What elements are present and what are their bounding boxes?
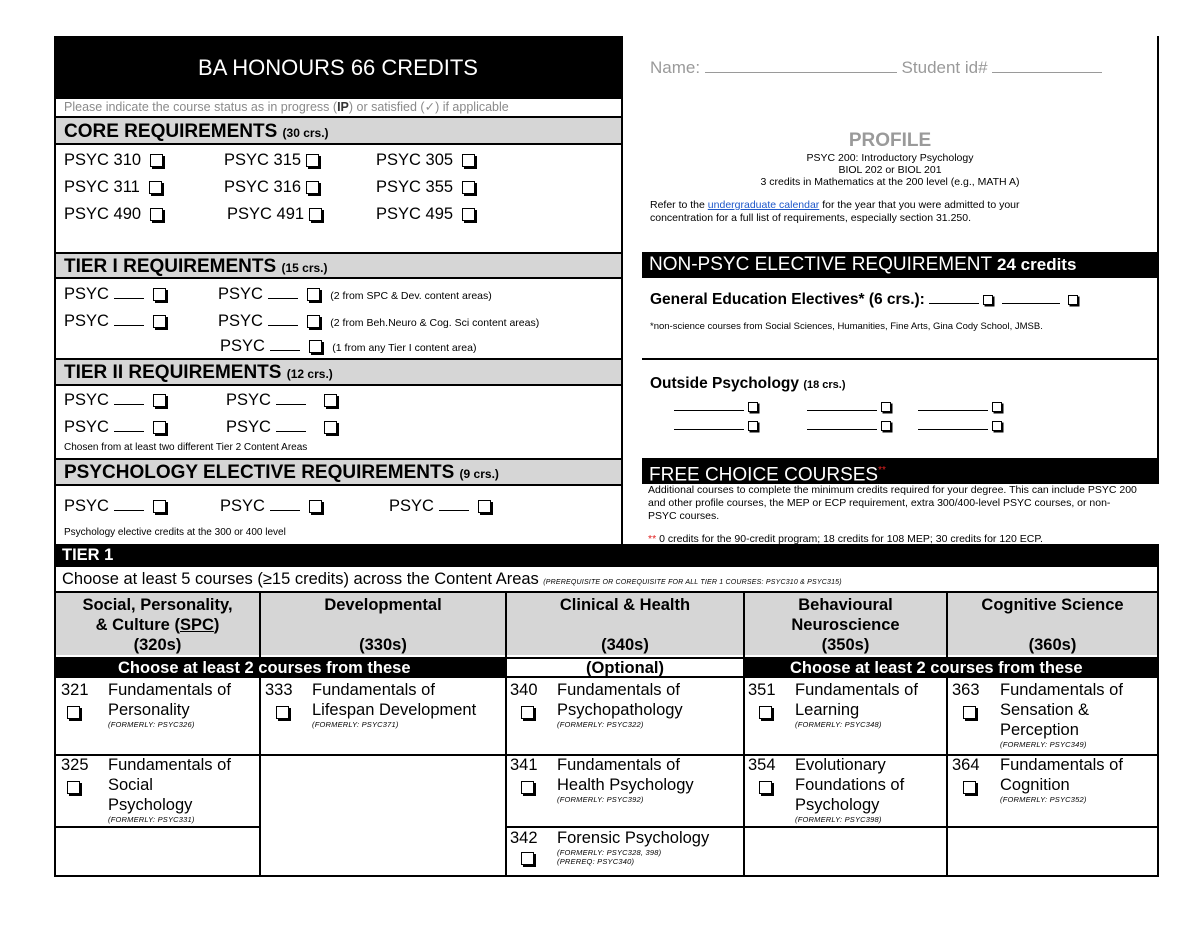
course-title: Perception [1000,721,1079,739]
gen-ed-blank[interactable] [1002,303,1060,304]
psyc-label: PSYC [220,337,265,355]
outside-blank[interactable] [674,410,744,411]
checkbox[interactable] [307,288,320,301]
tier1-req-credits: (15 crs.) [281,261,328,275]
checkbox[interactable] [153,315,166,328]
core-course: PSYC 355 [376,178,454,196]
course-title: Psychology [795,796,880,814]
profile-box [623,128,1157,244]
course-blank[interactable] [270,350,300,351]
gen-ed-credits: (6 crs.): [868,291,925,308]
checkbox[interactable] [150,208,163,221]
tier1-req-grid [56,277,621,358]
course-blank[interactable] [439,510,469,511]
student-id-field[interactable] [992,58,1102,73]
form-border-bottom [54,875,1159,877]
course-340 [510,680,741,729]
course-title: Fundamentals of [795,681,918,699]
psyc-label: PSYC [64,497,109,515]
checkbox[interactable] [983,295,993,305]
tier1-bar [54,544,1159,567]
course-333 [265,680,503,729]
course-formerly: (FORMERLY: PSYC326) [108,720,195,729]
checkbox[interactable] [881,402,891,412]
checkbox[interactable] [521,781,534,794]
col-header-neuro: Behavioural Neuroscience (350s) [791,596,900,654]
core-course: PSYC 495 [376,205,454,223]
outside-credits: (18 crs.) [803,379,846,391]
psyc-label: PSYC [218,312,263,330]
checkbox[interactable] [276,706,289,719]
course-formerly: (FORMERLY: PSYC392) [557,795,644,804]
course-formerly: (FORMERLY: PSYC352) [1000,795,1087,804]
page-title: BA HONOURS 66 CREDITS [198,55,478,80]
checkbox[interactable] [324,421,337,434]
course-title: Fundamentals of [312,681,435,699]
name-label: Name: [650,58,701,77]
core-grid [56,143,621,244]
course-blank[interactable] [276,431,306,432]
course-blank[interactable] [276,404,306,405]
core-title: CORE REQUIREMENTS [64,121,278,142]
profile-refer-line2: concentration for a full list of requirements, especially section 31.250. [650,212,972,224]
nonpsyc-title: NON-PSYC ELECTIVE REQUIREMENT [649,254,992,275]
course-number: 351 [748,681,776,699]
course-number: 340 [510,681,538,699]
course-number: 363 [952,681,980,699]
psyc-label: PSYC [220,497,265,515]
free-choice-stars: ** [878,465,886,476]
tier1-req-header [56,252,621,277]
course-title: Fundamentals of [557,681,680,699]
nonpsyc-credits: 24 credits [997,255,1077,274]
optional-text: (Optional) [586,659,664,677]
profile-refer: for the year that you were admitted to your [822,199,1020,211]
footnote-stars: ** [648,533,657,544]
checkbox[interactable] [324,394,337,407]
form-border-right-top [1157,36,1159,254]
tier1-prereq: (PREREQUISITE OR COREQUISITE FOR ALL TIER 1 COURSES: PSYC310 & PSYC315) [543,579,842,586]
gen-ed-blank[interactable] [929,303,979,304]
core-course: PSYC 490 [64,205,142,223]
checkbox[interactable] [759,706,772,719]
course-title: Fundamentals of [108,756,231,774]
tier1-note: (1 from any Tier I content area) [332,342,477,354]
course-title: Sensation & [1000,701,1089,719]
outside-blank[interactable] [807,429,877,430]
course-title: Health Psychology [557,776,694,794]
tier2-req-credits: (12 crs.) [286,367,333,381]
course-number: 333 [265,681,293,699]
gen-ed-star: * [858,291,865,308]
student-id-label: Student id# [901,58,988,77]
row-divider [56,826,259,828]
course-title: Fundamentals of [557,756,680,774]
core-course: PSYC 315 [224,151,302,169]
course-number: 364 [952,756,980,774]
checkbox[interactable] [306,154,319,167]
course-blank[interactable] [270,510,300,511]
outside-blank[interactable] [918,429,988,430]
checkbox[interactable] [153,394,166,407]
course-title: Psychology [108,796,193,814]
checkbox[interactable] [307,315,320,328]
checkbox[interactable] [153,421,166,434]
checkbox[interactable] [462,181,475,194]
checkbox[interactable] [881,421,891,431]
core-header [56,116,621,143]
name-field[interactable] [705,58,897,73]
choose2-left-text: Choose at least 2 courses from these [118,659,411,677]
course-blank[interactable] [114,404,144,405]
core-course: PSYC 316 [224,178,302,196]
tier1-choose-text: Choose at least 5 courses (≥15 credits) across the Content Areas [62,570,539,588]
course-325 [61,755,257,824]
psyc-label: PSYC [64,418,109,436]
outside-blank[interactable] [918,410,988,411]
course-title: Forensic Psychology [557,829,710,847]
free-choice-header [642,458,1159,484]
undergraduate-calendar-link[interactable]: undergraduate calendar [707,199,820,211]
profile-refer: Refer to the [650,199,705,211]
core-course: PSYC 310 [64,151,142,169]
checkbox[interactable] [759,781,772,794]
course-number: 354 [748,756,776,774]
profile-line: PSYC 200: Introductory Psychology [806,152,974,164]
course-formerly: (FORMERLY: PSYC398) [795,815,882,824]
checkbox[interactable] [748,402,758,412]
course-363 [952,680,1155,749]
course-formerly: (FORMERLY: PSYC371) [312,720,399,729]
checkbox[interactable] [963,706,976,719]
free-choice-title: FREE CHOICE COURSES [649,464,879,486]
course-351 [748,680,944,729]
col-header-cog: Cognitive Science (360s) [981,596,1124,654]
course-321 [61,680,257,729]
checkbox[interactable] [992,421,1002,431]
checkbox[interactable] [963,781,976,794]
course-formerly: (FORMERLY: PSYC349) [1000,740,1087,749]
profile-title: PROFILE [848,130,932,151]
checkbox[interactable] [309,208,322,221]
free-choice-footnote: 0 credits for the 90-credit program; 18 credits for 108 MEP; 30 credits for 120 ECP. [659,533,1043,544]
form-border-right-bottom [1157,544,1159,877]
course-title: Foundations of [795,776,905,794]
free-choice-footnote-wrap [648,532,1153,544]
course-title: Cognition [1000,776,1070,794]
course-title: Personality [108,701,190,719]
course-364 [952,755,1155,804]
checkbox[interactable] [309,340,322,353]
course-blank[interactable] [114,298,144,299]
course-number: 341 [510,756,538,774]
psyc-label: PSYC [226,391,271,409]
course-title: Lifespan Development [312,701,477,719]
checkbox[interactable] [306,181,319,194]
outside-blank[interactable] [807,410,877,411]
tier1-label: TIER 1 [62,546,114,564]
psyc-label: PSYC [64,312,109,330]
tier2-note: Chosen from at least two different Tier 2 Content Areas [64,442,308,453]
checkbox[interactable] [992,402,1002,412]
checkbox[interactable] [149,181,162,194]
course-title: Social [108,776,153,794]
psych-elective-title: PSYCHOLOGY ELECTIVE REQUIREMENTS [64,462,455,483]
core-course: PSYC 491 [227,205,305,223]
checkbox[interactable] [67,781,80,794]
core-course: PSYC 311 [64,178,140,196]
course-blank[interactable] [114,510,144,511]
psych-elective-note: Psychology elective credits at the 300 or 400 level [64,527,286,538]
course-title: Fundamentals of [1000,681,1123,699]
course-formerly: (FORMERLY: PSYC322) [557,720,644,729]
free-choice-text: Additional courses to complete the minimum credits required for your degree. This can include PSYC 200 and other profile courses, the MEP or ECP requirement, extra 300/400-level PSYC courses, or non-PSYC courses. [648,484,1137,522]
psych-elective-grid [56,484,621,544]
course-blank[interactable] [268,298,298,299]
checkbox[interactable] [67,706,80,719]
outside-blank[interactable] [674,429,744,430]
psyc-label: PSYC [389,497,434,515]
checkbox[interactable] [462,154,475,167]
tier2-req-header [56,358,621,384]
checkbox[interactable] [1068,295,1078,305]
checkbox[interactable] [153,500,166,513]
psyc-label: PSYC [64,285,109,303]
gen-ed-note: *non-science courses from Social Sciences, Humanities, Fine Arts, Gina Cody School, JMSB. [650,321,1043,332]
course-341 [510,755,741,804]
core-course: PSYC 305 [376,151,454,169]
course-342 [510,828,741,866]
course-prereq: (PREREQ: PSYC340) [557,857,635,866]
profile-line: BIOL 202 or BIOL 201 [838,164,942,176]
checkbox[interactable] [478,500,491,513]
tier1-note: (2 from SPC & Dev. content areas) [330,290,492,302]
outside-label: Outside Psychology [650,375,800,392]
course-number: 325 [61,756,89,774]
status-note: Please indicate the course status as in progress (IP) or satisfied (✓) if applicable [64,100,509,114]
profile-line: 3 credits in Mathematics at the 200 level (e.g., MATH A) [760,176,1020,188]
tier2-req-grid [56,384,621,458]
course-number: 321 [61,681,89,699]
core-credits: (30 crs.) [282,126,329,140]
course-formerly: (FORMERLY: PSYC348) [795,720,882,729]
psyc-label: PSYC [226,418,271,436]
course-number: 342 [510,829,538,847]
gen-ed-box [623,278,1159,358]
checkbox[interactable] [521,706,534,719]
course-blank[interactable] [114,431,144,432]
checkbox[interactable] [150,154,163,167]
title-bar [54,36,622,99]
course-blank[interactable] [114,325,144,326]
col-header-spc: Social, Personality, & Culture (SPC) (320s) [82,596,233,654]
checkbox[interactable] [462,208,475,221]
nonpsyc-header [642,252,1159,278]
course-title: Psychopathology [557,701,683,719]
psych-elective-credits: (9 crs.) [459,467,499,481]
psych-elective-header [56,458,621,484]
course-title: Learning [795,701,860,719]
course-title: Fundamentals of [108,681,231,699]
course-formerly: (FORMERLY: PSYC328, 398) [557,848,662,857]
tier2-req-title: TIER II REQUIREMENTS [64,362,282,383]
psyc-label: PSYC [64,391,109,409]
tier1-req-title: TIER I REQUIREMENTS [64,256,277,277]
tier1-choose-row [56,567,1157,591]
checkbox[interactable] [153,288,166,301]
psyc-label: PSYC [218,285,263,303]
course-formerly: (FORMERLY: PSYC331) [108,815,195,824]
course-title: Fundamentals of [1000,756,1123,774]
choose2-right-text: Choose at least 2 courses from these [790,659,1083,677]
student-info [650,58,1102,78]
checkbox[interactable] [521,852,534,865]
outside-psych-box [642,358,1159,458]
checkbox[interactable] [309,500,322,513]
tier1-note: (2 from Beh.Neuro & Cog. Sci content areas) [330,317,540,329]
checkbox[interactable] [748,421,758,431]
col-header-clinical: Clinical & Health (340s) [559,596,691,654]
col-header-dev: Developmental (330s) [324,596,442,654]
course-blank[interactable] [268,325,298,326]
course-354 [748,755,944,824]
gen-ed-label: General Education Electives [650,291,859,308]
course-title: Evolutionary [795,756,886,774]
